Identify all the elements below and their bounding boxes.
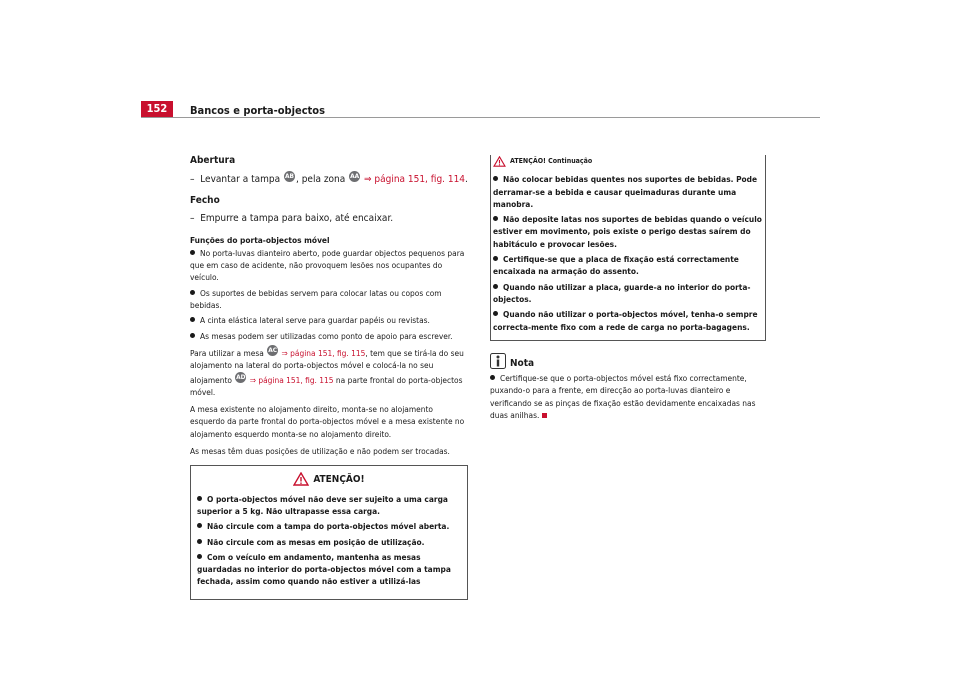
warning-item: Não colocar bebidas quentes nos suportes de bebidas. Pode derramar-se a bebida e causar queimaduras durante uma manobra. xyxy=(493,174,758,209)
badge-aa: AA xyxy=(350,172,360,181)
functions-title: Funções do porta-objectos móvel xyxy=(190,234,330,245)
header-rule xyxy=(141,117,820,118)
warning-triangle-icon xyxy=(293,472,309,486)
bullet-icon xyxy=(197,496,202,501)
warning-continued-header xyxy=(493,155,763,167)
closing-title: Fecho xyxy=(190,195,220,207)
closing-step: – Empurre a tampa para baixo, até encaixar. xyxy=(190,212,394,224)
bullet-icon xyxy=(190,250,195,255)
page-number: 152 xyxy=(141,101,173,117)
page-title: Bancos e porta-objectos xyxy=(190,104,325,117)
bullet-icon xyxy=(493,176,498,181)
opening-step-end: . xyxy=(465,174,468,186)
right-column xyxy=(490,155,766,424)
note-section xyxy=(490,353,766,421)
bullet-icon xyxy=(197,554,202,559)
opening-step-text: Levantar a tampa xyxy=(200,174,281,186)
warning-item: Quando não utilizar a placa, guarde-a no interior do porta-objectos. xyxy=(493,281,751,304)
closing-step-text: Empurre a tampa para baixo, até encaixar. xyxy=(200,212,394,224)
function-item: A cinta elástica lateral serve para guardar papéis ou revistas. xyxy=(190,314,468,326)
function-item: As mesas podem ser utilizadas como ponto de apoio para escrever. xyxy=(190,330,468,342)
bullet-icon xyxy=(197,523,202,528)
bullet-icon xyxy=(197,539,202,544)
warning-item: O porta-objectos móvel não deve ser sujeito a uma carga superior a 5 kg. Não ultrapasse essa carga. xyxy=(197,493,448,516)
note-item: Certifique-se que o porta-objectos móvel está fixo correctamente, puxando-o para a frente, em direcção ao porta-luvas dianteiro e verificando se as pinças de fixação estão devidamente encaixadas nas duas anilhas. xyxy=(490,373,756,421)
warning-continued-box xyxy=(490,155,766,341)
warning-item: Quando não utilizar o porta-objectos móvel, tenha-o sempre correcta-mente fixo com a rede de carga no porta-bagagens. xyxy=(493,309,758,332)
note-title: Nota xyxy=(510,357,535,369)
badge-ad: AD xyxy=(236,372,246,381)
bullet-icon xyxy=(190,333,195,338)
bullet-icon xyxy=(493,256,498,261)
left-column xyxy=(190,155,468,600)
bullet-icon xyxy=(190,317,195,322)
end-square-icon xyxy=(542,413,547,418)
badge-ab: AB xyxy=(284,172,294,181)
opening-title: Abertura xyxy=(190,155,236,166)
bullet-icon xyxy=(493,284,498,289)
warning-item: Com o veículo em andamento, mantenha as mesas guardadas no interior do porta-objectos móvel com a tampa fechada, assim como quando não estiver a utilizá-las xyxy=(197,551,451,587)
function-item: Os suportes de bebidas servem para colocar latas ou copos com bebidas. xyxy=(190,287,442,311)
opening-step: – Levantar a tampa AB , pela zona AA ⇒ página 151, fig. 114. xyxy=(190,172,468,186)
opening-step-mid: , pela zona xyxy=(295,174,346,186)
warning-title: ATENÇÃO! xyxy=(313,474,365,486)
warning-triangle-icon xyxy=(493,156,506,167)
bullet-icon xyxy=(490,375,495,380)
note-header xyxy=(490,353,766,370)
fig-114-link[interactable]: ⇒ página 151, fig. 114 xyxy=(363,174,466,186)
bullet-icon xyxy=(190,290,195,295)
warning-continued-title: ATENÇÃO! Continuação xyxy=(510,157,593,165)
warning-item: Não circule com as mesas em posição de utilização. xyxy=(197,536,461,548)
fig-115-link-2[interactable]: ⇒ página 151, fig. 115 xyxy=(249,374,334,385)
warning-item: Certifique-se que a placa de fixação está correctamente encaixada na armação do assento. xyxy=(493,254,739,277)
info-icon xyxy=(490,353,506,369)
badge-ac: AC xyxy=(268,345,278,354)
bullet-icon xyxy=(493,311,498,316)
fig-115-link[interactable]: ⇒ página 151, fig. 115 xyxy=(281,347,366,358)
warning-header xyxy=(197,472,461,486)
warning-item: Não circule com a tampa do porta-objectos móvel aberta. xyxy=(197,520,461,532)
bullet-icon xyxy=(493,216,498,221)
function-item: No porta-luvas dianteiro aberto, pode guardar objectos pequenos para que em caso de acidente, não provoquem lesões nos ocupantes do veículo. xyxy=(190,247,465,283)
paragraph-mirror: A mesa existente no alojamento direito, monta-se no alojamento esquerdo da parte frontal do porta-objectos móvel e a mesa existente no alojamento esquerdo monta-se no alojamento direito. xyxy=(190,404,465,439)
warning-item: Não deposite latas nos suportes de bebidas quando o veículo estiver em movimento, pois existe o perigo destas saírem do habitáculo e provocar lesões. xyxy=(493,214,762,249)
table-paragraph: Para utilizar a mesa AC ⇒ página 151, fig. 115, tem que se tirá-la do seu alojamento na lateral do porta-objectos móvel e colocá-la no seu alojamento AD ⇒ página 151, fig. 115 na parte frontal do porta-objectos móvel. xyxy=(190,345,464,397)
paragraph-positions: As mesas têm duas posições de utilização e não podem ser trocadas. xyxy=(190,446,450,457)
warning-box xyxy=(190,465,468,599)
